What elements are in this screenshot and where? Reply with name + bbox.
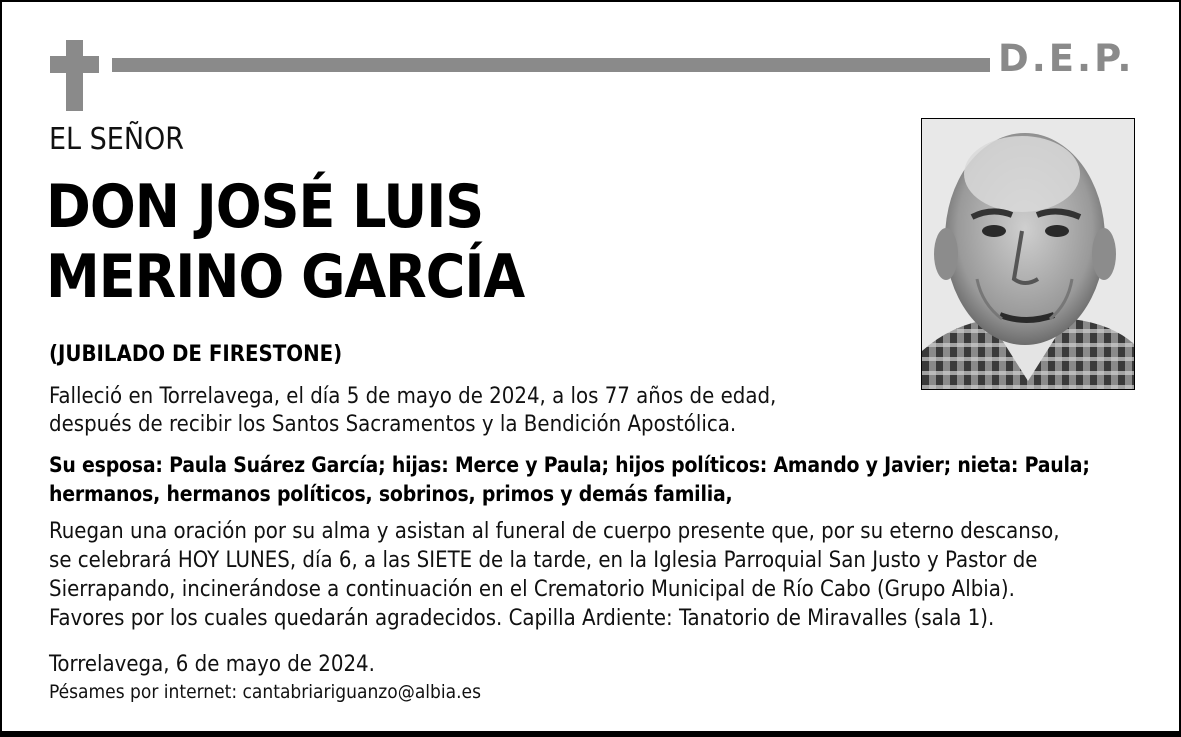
family-paragraph (49, 451, 1090, 509)
cross-horizontal-bar (50, 56, 99, 73)
funeral-line: Sierrapando, incinerándose a continuación en el Crematorio Municipal de Río Cabo (Grupo Albia). (49, 577, 1015, 602)
death-line: Falleció en Torrelavega, el día 5 de mayo de 2024, a los 77 años de edad, (49, 384, 777, 409)
condolences-email: Pésames por internet: cantabriariguanzo@albia.es (49, 681, 481, 703)
funeral-line: Favores por los cuales quedarán agradecidos. Capilla Ardiente: Tanatorio de Miravalles (sala 1). (49, 606, 995, 631)
deceased-name (46, 172, 524, 312)
occupation: (JUBILADO DE FIRESTONE) (49, 342, 343, 367)
place-date: Torrelavega, 6 de mayo de 2024. (49, 652, 375, 677)
cross-vertical-bar (66, 40, 83, 111)
honorific: EL SEÑOR (49, 122, 185, 157)
deceased-name-line2: MERINO GARCÍA (46, 242, 525, 312)
funeral-paragraph (49, 517, 1060, 633)
deceased-name-line1: DON JOSÉ LUIS (46, 172, 484, 242)
death-paragraph (49, 383, 776, 439)
deceased-photo (921, 118, 1135, 390)
funeral-line: se celebrará HOY LUNES, día 6, a las SIETE de la tarde, en la Iglesia Parroquial San Justo y Pastor de (49, 548, 1038, 573)
header-rule (112, 58, 990, 72)
bottom-border (2, 731, 1179, 735)
family-line: hermanos, hermanos políticos, sobrinos, primos y demás familia, (49, 482, 733, 506)
dep-label: D.E.P. (998, 37, 1135, 80)
family-line: Su esposa: Paula Suárez García; hijas: Merce y Paula; hijos políticos: Amando y Javier; nieta: Paula; (49, 453, 1090, 477)
funeral-line: Ruegan una oración por su alma y asistan al funeral de cuerpo presente que, por su eterno descanso, (49, 519, 1060, 544)
death-line: después de recibir los Santos Sacramentos y la Bendición Apostólica. (49, 412, 737, 437)
portrait-image (922, 119, 1134, 389)
